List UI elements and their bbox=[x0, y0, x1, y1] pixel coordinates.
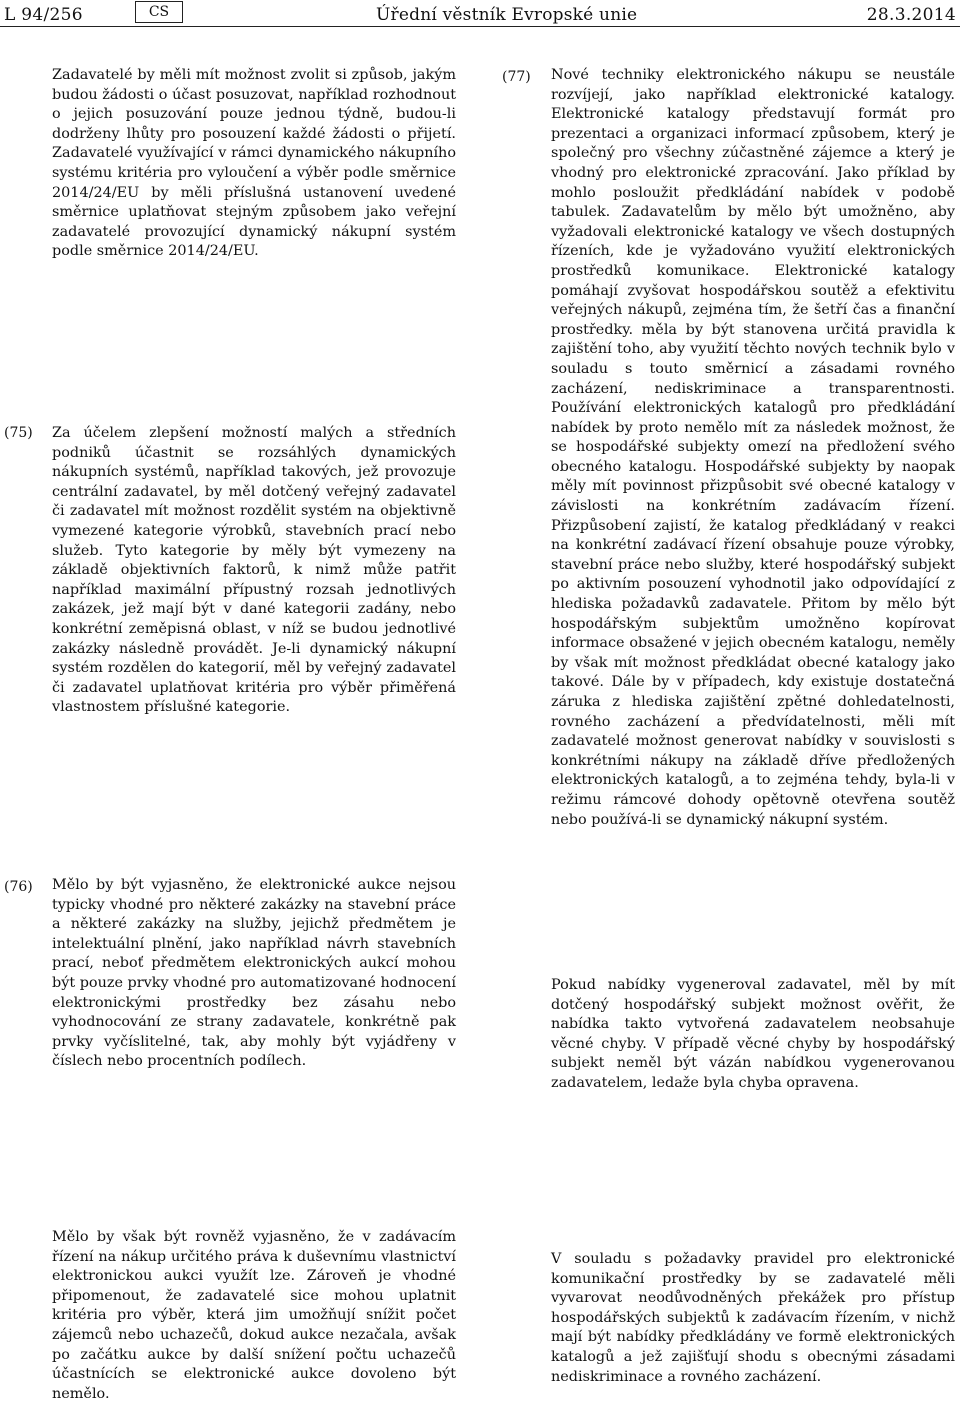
page-reference: L 94/256 bbox=[4, 5, 83, 25]
language-code-box: CS bbox=[135, 1, 183, 23]
publication-date: 28.3.2014 bbox=[866, 5, 956, 25]
recital-75-number: (75) bbox=[4, 425, 33, 441]
page-header bbox=[0, 0, 960, 32]
intellectual-property-paragraph: Mělo by však být rovněž vyjasněno, že v zadávacím řízení na nákup určitého práva k duševnímu vlastnictví elektronickou aukci využít lze. Zároveň je vhodné připomenout, že zadavatelé sice mohou uplatnit kritéria pro výběr, která jim umožňují snížit počet zájemců nebo uchazečů, dokud aukce nezačala, avšak po začátku aukce by další snížení počtu uchazečů účastnících se elektronické aukce dovoleno být nemělo. bbox=[52, 1229, 456, 1402]
continuation-paragraph: Zadavatelé by měli mít možnost zvolit si způsob, jakým budou žádosti o účast posuzovat, například rozhodnout o jejich posuzování pouze jednou týdně, budou-li dodrženy lhůty pro posouzení každé žádosti o přijetí. Zadavatelé využívající v rámci dynamického nákupního systému kritéria pro vyloučení a výběr podle směrnice 2014/24/EU by měli příslušná ustanovení uvedené směrnice uplatňovat stejným způsobem jako veřejní zadavatelé provozující dynamický nákupní systém podle směrnice 2014/24/EU. bbox=[52, 67, 456, 260]
journal-title: Úřední věstník Evropské unie bbox=[376, 5, 638, 25]
recital-75-text: Za účelem zlepšení možností malých a středních podniků účastnit se rozsáhlých dynamických nákupních systémů, například takových, jež provozuje centrální zadavatel, by měl dotčený veřejný zadavatel či zadavatel mít možnost rozdělit systém na objektivně vymezené kategorie výrobků, stavebních prací nebo služeb. Tyto kategorie by měly být vymezeny na základě objektivních faktorů, k nimž může patřit například maximální přípustný rozsah jednotlivých zakázek, jež mají být v dané kategorii zadány, nebo konkrétní zeměpisná oblast, v níž se budou jednotlivé zakázky následně provádět. Je-li dynamický nákupní systém rozdělen do kategorií, měl by veřejný zadavatel či zadavatel uplatňovat kritéria pro výběr přiměřená vlastnostem příslušné kategorie. bbox=[52, 425, 456, 716]
recital-76-text: Mělo by být vyjasněno, že elektronické aukce nejsou typicky vhodné pro některé zakázky na stavební práce a některé zakázky na služby, jejichž předmětem je intelektuální plnění, jako například návrh stavebních prací, neboť předmětem elektronických aukcí mohou být pouze prvky vhodné pro automatizované hodnocení elektronickými prostředky bez zásahu nebo vyhodnocování ze strany zadavatele, konkrétně pak prvky vyčíslitelné, tak, aby mohly být vyjádřeny v číslech nebo procentních podílech. bbox=[52, 877, 456, 1070]
generated-offers-paragraph: Pokud nabídky vygeneroval zadavatel, měl by mít dotčený hospodářský subjekt možnost ověřit, že nabídka takto vytvořená zadavatelem neobsahuje věcné chyby. V případě věcné chyby by hospodářský subjekt neměl být vázán nabídkou vygenerovanou zadavatelem, ledaže byla chyba opravena. bbox=[551, 977, 955, 1091]
recital-77-number: (77) bbox=[502, 69, 531, 85]
recital-77-text: Nové techniky elektronického nákupu se neustále rozvíjejí, jako například elektronické katalogy. Elektronické katalogy představují formát pro prezentaci a organizaci informací způsobem, který je společný pro všechny zúčastněné zájemce a který je vhodný pro elektronické zpracování. Jako příklad by mohlo posloužit předkládání nabídek v podobě tabulek. Zadavatelům by mělo být umožněno, aby vyžadovali elektronické katalogy ve všech dostupných řízeních, kde je vyžadováno využití elektronických prostředků komunikace. Elektronické katalogy pomáhají zvyšovat hospodářskou soutěž a efektivitu veřejných nákupů, zejména tím, že šetří čas a finanční prostředky. měla by být stanovena určitá pravidla k zajištění toho, aby využití těchto nových technik bylo v souladu s touto směrnicí a zásadami rovného zacházení, nediskriminace a transparentnosti. Používání elektronických katalogů pro předkládání nabídek by proto nemělo mít za následek možnost, že se hospodářské subjekty omezí na předložení svého obecného katalogu. Hospodářské subjekty by naopak měly mít povinnost přizpůsobit své obecné katalogy v závislosti na konkrétním zadávacím řízení. Přizpůsobení zajistí, že katalog předkládaný v reakci na konkrétní zadávací řízení obsahuje pouze výrobky, stavební práce nebo služby, které hospodářský subjekt po aktivním posouzení vyhodnotil jako odpovídající z hlediska požadavků zadavatele. Přitom by mělo být hospodářským subjektům umožněno kopírovat informace obsažené v jejich obecném katalogu, neměly by však mít možnost předkládat obecné katalogy jako takové. Dále by v případech, kdy existuje dostatečná záruka z hlediska zajištění zpětné dohledatelnosti, rovného zacházení a předvídatelnosti, měli mít zadavatelé možnost generovat nabídky v souvislosti s konkrétními nákupy na základě dříve předložených elektronických katalogů, a to zejména tehdy, byla-li v režimu rámcové dohody opětovně otevřena soutěž nebo používá-li se dynamický nákupní systém. bbox=[551, 67, 955, 828]
electronic-catalogue-access-paragraph: V souladu s požadavky pravidel pro elektronické komunikační prostředky by se zadavatelé měli vyvarovat neodůvodněných překážek pro přístup hospodářských subjektů k zadávacím řízením, v nichž mají být nabídky předkládány ve formě elektronických katalogů a jež zajišťují shodu s obecnými zásadami nediskriminace a rovného zacházení. bbox=[551, 1251, 955, 1385]
header-rule bbox=[0, 26, 960, 27]
recital-76-number: (76) bbox=[4, 879, 33, 895]
